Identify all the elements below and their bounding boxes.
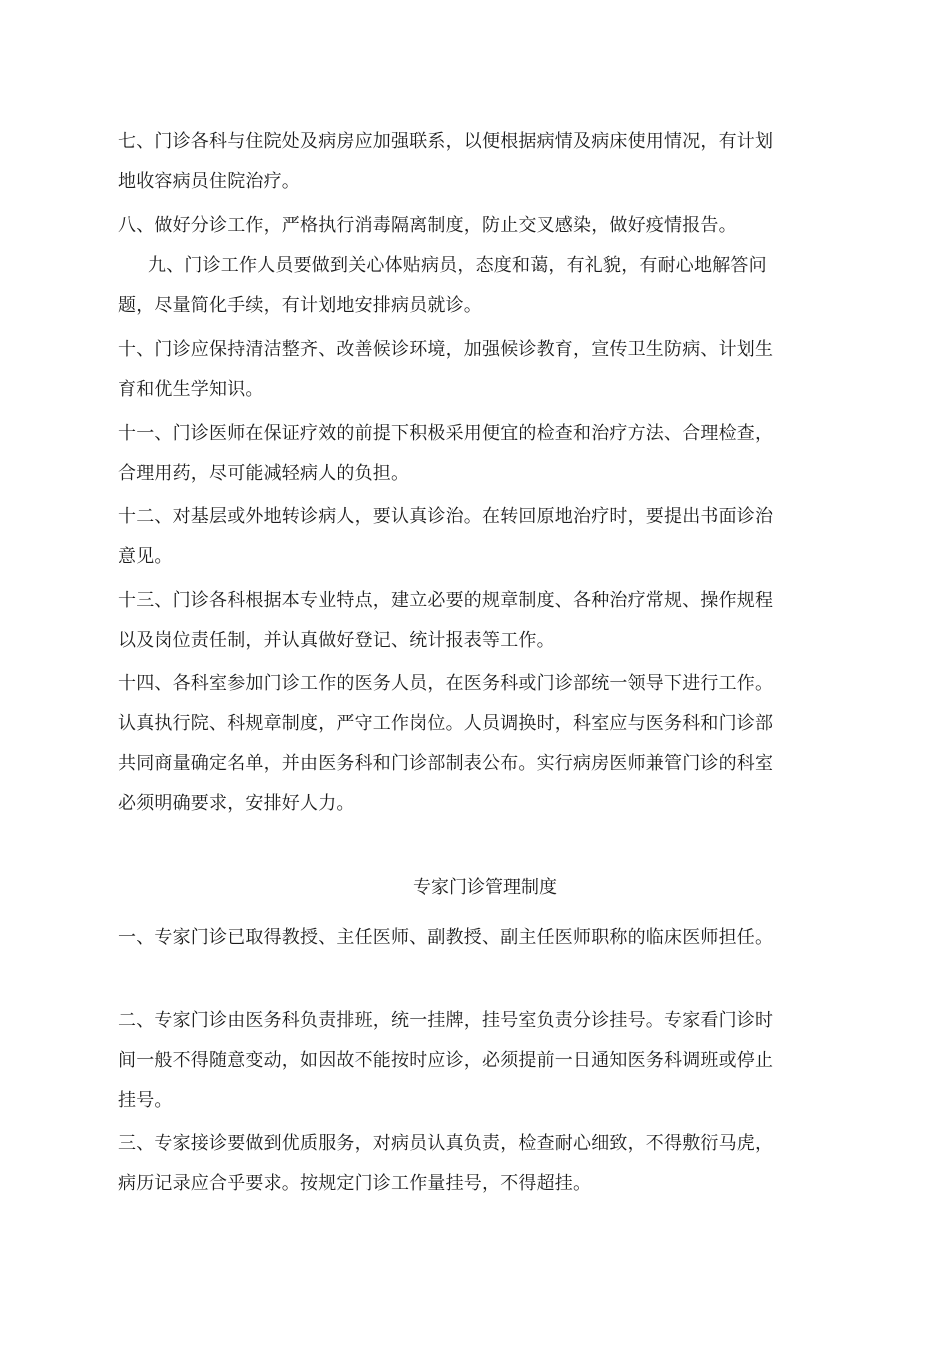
expert-paragraph-2: 二、专家门诊由医务科负责排班，统一挂牌，挂号室负责分诊挂号。专家看门诊时间一般不得随意变动，如因故不能按时应诊，必须提前一日通知医务科调班或停止挂号。 [118,1010,774,1111]
paragraph-9: 九、门诊工作人员要做到关心体贴病员，态度和蔼，有礼貌，有耐心地解答问题，尽量简化手续，有计划地安排病员就诊。 [118,255,767,316]
paragraph-13: 十三、门诊各科根据本专业特点，建立必要的规章制度、各种治疗常规、操作规程以及岗位责任制，并认真做好登记、统计报表等工作。 [118,590,774,651]
paragraph-7: 七、门诊各科与住院处及病房应加强联系，以便根据病情及病床使用情况，有计划地收容病员住院治疗。 [118,131,774,192]
expert-paragraph-3: 三、专家接诊要做到优质服务，对病员认真负责，检查耐心细致，不得敷衍马虎，病历记录应合乎要求。按规定门诊工作量挂号，不得超挂。 [118,1133,774,1194]
expert-paragraph-1: 一、专家门诊已取得教授、主任医师、副教授、副主任医师职称的临床医师担任。 [118,927,774,948]
section-title: 专家门诊管理制度 [413,877,557,898]
paragraph-8: 八、做好分诊工作，严格执行消毒隔离制度，防止交叉感染，做好疫情报告。 [118,215,737,236]
paragraph-12: 十二、对基层或外地转诊病人，要认真诊治。在转回原地治疗时，要提出书面诊治意见。 [118,506,774,567]
paragraph-11: 十一、门诊医师在保证疗效的前提下积极采用便宜的检查和治疗方法、合理检查，合理用药，尽可能减轻病人的负担。 [118,423,774,484]
paragraph-14: 十四、各科室参加门诊工作的医务人员，在医务科或门诊部统一领导下进行工作。认真执行院、科规章制度，严守工作岗位。人员调换时，科室应与医务科和门诊部共同商量确定名单，并由医务科和门诊部制表公布。实行病房医师兼管门诊的科室必须明确要求，安排好人力。 [118,673,774,814]
paragraph-10: 十、门诊应保持清洁整齐、改善候诊环境，加强候诊教育，宣传卫生防病、计划生育和优生学知识。 [118,339,774,400]
